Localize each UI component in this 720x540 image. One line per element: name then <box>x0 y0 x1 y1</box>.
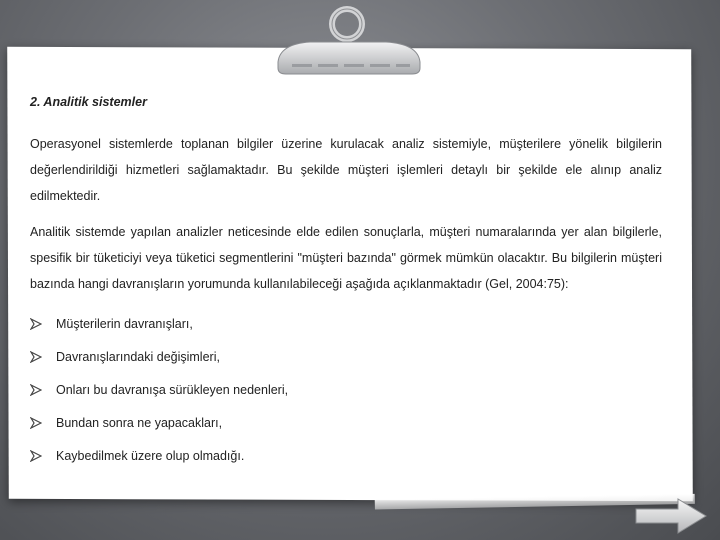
list-item <box>30 373 662 406</box>
next-slide-button[interactable] <box>634 496 710 536</box>
arrowhead-bullet-icon <box>30 384 42 396</box>
bullet-text: Onları bu davranışa sürükleyen nedenleri, <box>56 382 289 397</box>
paragraph-analytical: Analitik sistemde yapılan analizler neticesinde elde edilen sonuçlarla, müşteri numaralarında yer alan bilgilerle, spesifik bir tüketiciyi veya tüketici segmentlerini "müşteri bazında" görmek mümkün olacaktır. Bu bilgilerin müşteri bazında hangi davranışların yorumunda kullanılabileceği aşağıda açıklanmaktadır (Gel, 2004:75): <box>30 225 662 291</box>
slide-heading: 2. Analitik sistemler <box>30 95 147 109</box>
bullet-text: Davranışlarındaki değişimleri, <box>56 349 220 364</box>
next-arrow-icon <box>636 499 706 533</box>
bullet-list <box>30 307 662 472</box>
bullet-text: Müşterilerin davranışları, <box>56 316 193 331</box>
list-item <box>30 340 662 373</box>
list-item <box>30 439 662 472</box>
bullet-text: Bundan sonra ne yapacakları, <box>56 415 223 430</box>
arrowhead-bullet-icon <box>30 351 42 363</box>
bullet-text: Kaybedilmek üzere olup olmadığı. <box>56 448 245 463</box>
slide-content <box>30 95 662 472</box>
arrowhead-bullet-icon <box>30 450 42 462</box>
arrowhead-bullet-icon <box>30 318 42 330</box>
list-item <box>30 307 662 340</box>
paragraph-operational: Operasyonel sistemlerde toplanan bilgiler üzerine kurulacak analiz sistemiyle, müşterilere yönelik bilgilerin değerlendirildiği hizmetleri sağlamaktadır. Bu şekilde müşteri işlemleri detaylı bir şekilde ele alınıp analiz edilmektedir. <box>30 137 662 203</box>
list-item <box>30 406 662 439</box>
paper-clip-icon <box>270 4 430 82</box>
arrowhead-bullet-icon <box>30 417 42 429</box>
